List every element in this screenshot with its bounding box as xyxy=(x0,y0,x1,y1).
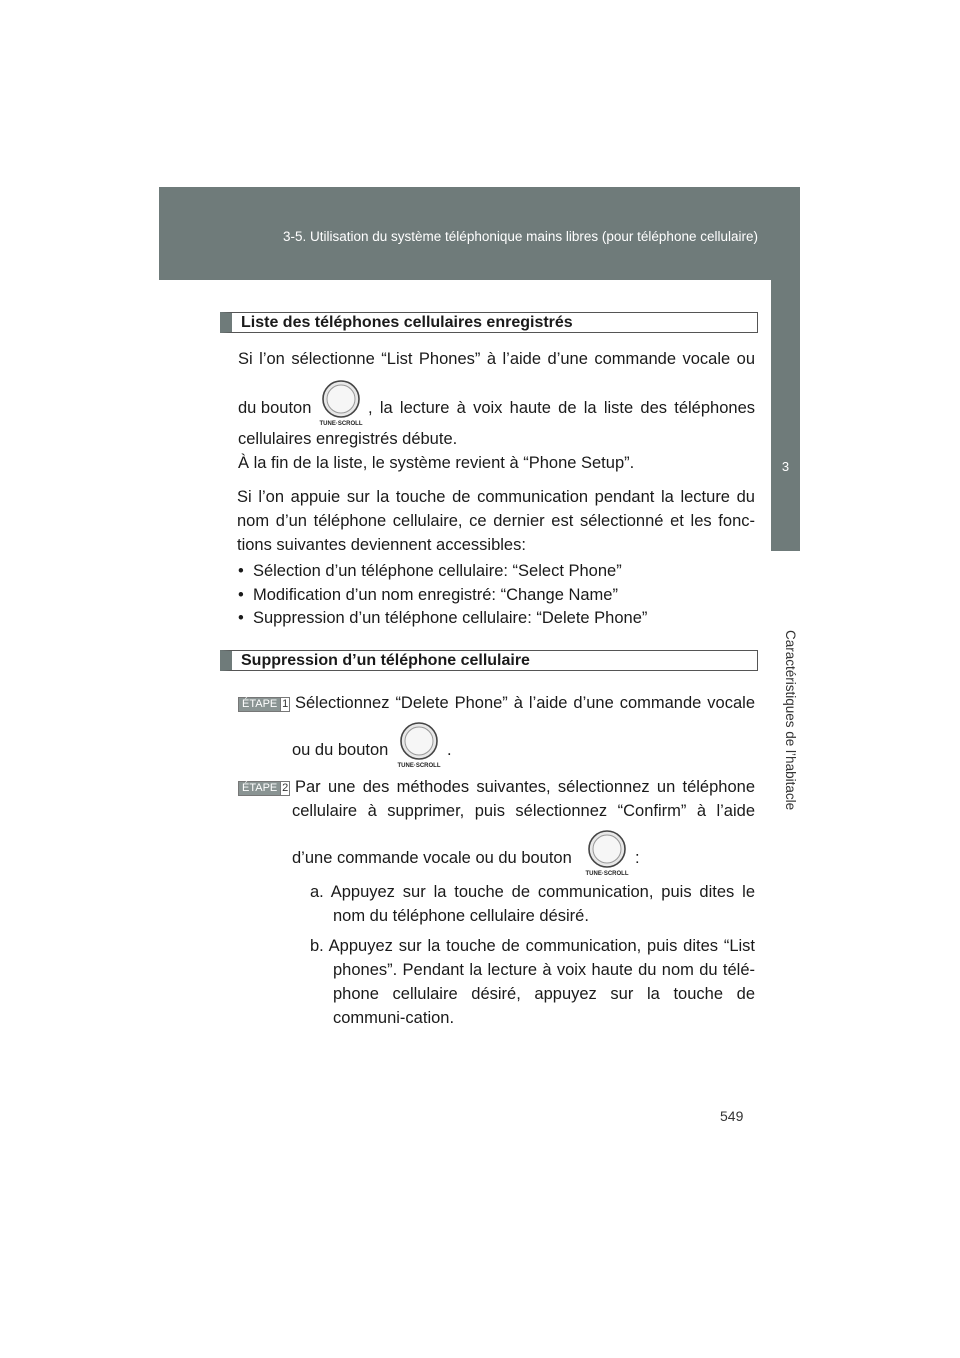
chapter-tab xyxy=(771,280,800,551)
step-badge-1: ÉTAPE 1 xyxy=(238,697,290,712)
chapter-label: Caractéristiques de l’habitacle xyxy=(783,630,798,811)
step-line: Sélectionnez “Delete Phone” à l’aide d’une commande vocale xyxy=(295,694,755,712)
page-number: 549 xyxy=(720,1108,744,1124)
step-line: ou du bouton xyxy=(292,741,389,759)
sub-item-b: b. Appuyez sur la touche de communication, puis dites “List phones”. Pendant la lecture à voix haute du nom du télé-phone cellulaire désiré, appuyez sur la touche de communi-cation. xyxy=(310,937,755,1027)
step-line-end: . xyxy=(447,741,452,759)
tune-scroll-knob-icon xyxy=(318,378,364,428)
section-title-delete-phone: Suppression d’un téléphone cellulaire xyxy=(220,650,758,671)
step-line: d’une commande vocale ou du bouton xyxy=(292,849,572,867)
step-line: cellulaire à supprimer, puis sélectionnez “Confirm” à l’aide xyxy=(292,802,755,820)
list-item: • Modification d’un nom enregistré: “Change Name” xyxy=(238,586,618,604)
knob-label: TUNE·SCROLL xyxy=(319,421,363,427)
step-line: Par une des méthodes suivantes, sélectionnez un téléphone xyxy=(295,778,755,796)
svg-text:TUNE·SCROLL: TUNE·SCROLL xyxy=(585,871,629,877)
paragraph: Si l’on appuie sur la touche de communication pendant la lecture du nom d’un téléphone cellulaire, ce dernier est sélectionné et les fonc-tions suivantes deviennent accessibles: xyxy=(237,488,755,554)
list-item: • Sélection d’un téléphone cellulaire: “Select Phone” xyxy=(238,562,622,580)
list-item: • Suppression d’un téléphone cellulaire: “Delete Phone” xyxy=(238,609,648,627)
breadcrumb: 3-5. Utilisation du système téléphonique mains libres (pour téléphone cellulaire) xyxy=(282,229,758,244)
step-line-end: : xyxy=(635,849,640,867)
paragraph-line: du bouton xyxy=(238,399,312,417)
paragraph-line: À la fin de la liste, le système revient à “Phone Setup”. xyxy=(238,454,635,472)
step-badge-2: ÉTAPE 2 xyxy=(238,781,290,796)
paragraph-line: Si l’on sélectionne “List Phones” à l’aide d’une commande vocale ou xyxy=(238,350,755,368)
paragraph-line: , la lecture à voix haute de la liste des téléphones xyxy=(368,399,755,417)
sub-item-a: a. Appuyez sur la touche de communication, puis dites le nom du téléphone cellulaire désiré. xyxy=(310,883,755,925)
chapter-number: 3 xyxy=(781,459,790,474)
tune-scroll-knob-icon xyxy=(396,720,442,770)
tune-scroll-knob-icon xyxy=(584,828,630,878)
paragraph-line: cellulaires enregistrés débute. xyxy=(238,430,458,448)
chapter-header xyxy=(159,187,800,280)
section-title-list-phones: Liste des téléphones cellulaires enregistrés xyxy=(220,312,758,333)
svg-text:TUNE·SCROLL: TUNE·SCROLL xyxy=(397,763,441,769)
